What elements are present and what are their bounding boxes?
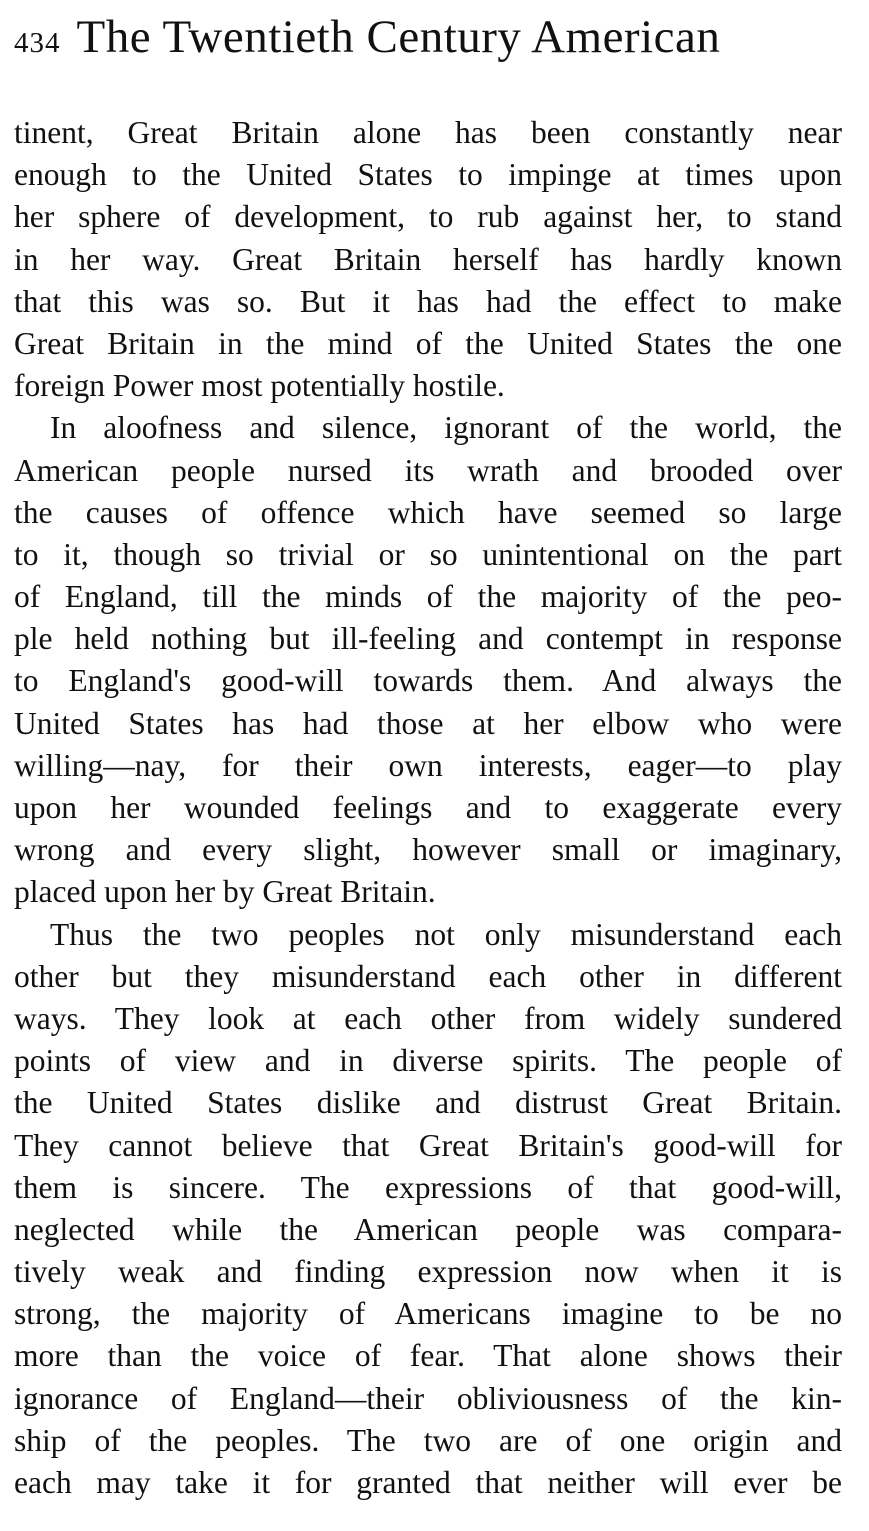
page-number: 434 (14, 27, 61, 59)
text-line: the United States dislike and distrust Great Britain. (14, 1085, 842, 1121)
text-line: strong, the majority of Americans imagine to be no (14, 1296, 842, 1332)
text-line: foreign Power most potentially hostile. (14, 368, 505, 404)
text-line: that this was so. But it has had the effect to make (14, 283, 842, 319)
text-line: ple held nothing but ill-feeling and contempt in response (14, 621, 842, 657)
text-line: to it, though so trivial or so unintentional on the part (14, 536, 842, 572)
text-line: of England, till the minds of the majority of the peo- (14, 579, 842, 615)
text-line: neglected while the American people was compara- (14, 1211, 842, 1247)
text-line: In aloofness and silence, ignorant of the world, the (50, 410, 842, 446)
text-line: in her way. Great Britain herself has hardly known (14, 241, 842, 277)
paragraph-2 (14, 407, 842, 913)
text-line: Thus the two peoples not only misunderstand each (50, 916, 842, 952)
text-line: the causes of offence which have seemed so large (14, 494, 842, 530)
paragraph-1 (14, 112, 842, 407)
body-text (14, 112, 842, 1504)
text-line: her sphere of development, to rub against her, to stand (14, 199, 842, 235)
text-line: tinent, Great Britain alone has been constantly near (14, 115, 842, 150)
text-line: to England's good-will towards them. And always the (14, 663, 842, 699)
text-line: willing—nay, for their own interests, eager—to play (14, 747, 842, 783)
text-line: They cannot believe that Great Britain's good-will for (14, 1127, 842, 1163)
text-line: enough to the United States to impinge at times upon (14, 157, 842, 193)
text-line: ignorance of England—their obliviousness of the kin- (14, 1380, 842, 1416)
text-line: United States has had those at her elbow who were (14, 705, 842, 741)
text-line: ways. They look at each other from widely sundered (14, 1000, 842, 1036)
text-line: tively weak and finding expression now when it is (14, 1254, 842, 1290)
paragraph-3 (14, 914, 842, 1505)
text-line: them is sincere. The expressions of that good-will, (14, 1169, 842, 1205)
text-line: ship of the peoples. The two are of one origin and (14, 1422, 842, 1458)
text-line: placed upon her by Great Britain. (14, 874, 436, 910)
running-title: The Twentieth Century American (76, 11, 721, 63)
text-line: upon her wounded feelings and to exaggerate every (14, 790, 842, 825)
text-line: each may take it for granted that neither will ever be (14, 1465, 842, 1500)
text-line: points of view and in diverse spirits. The people of (14, 1043, 842, 1079)
text-line: Great Britain in the mind of the United States the one (14, 325, 842, 361)
text-line: wrong and every slight, however small or imaginary, (14, 832, 842, 868)
text-line: American people nursed its wrath and brooded over (14, 452, 842, 488)
text-line: other but they misunderstand each other in different (14, 958, 842, 994)
book-page (14, 11, 842, 1504)
text-line: more than the voice of fear. That alone shows their (14, 1338, 842, 1374)
page-header (14, 11, 842, 76)
